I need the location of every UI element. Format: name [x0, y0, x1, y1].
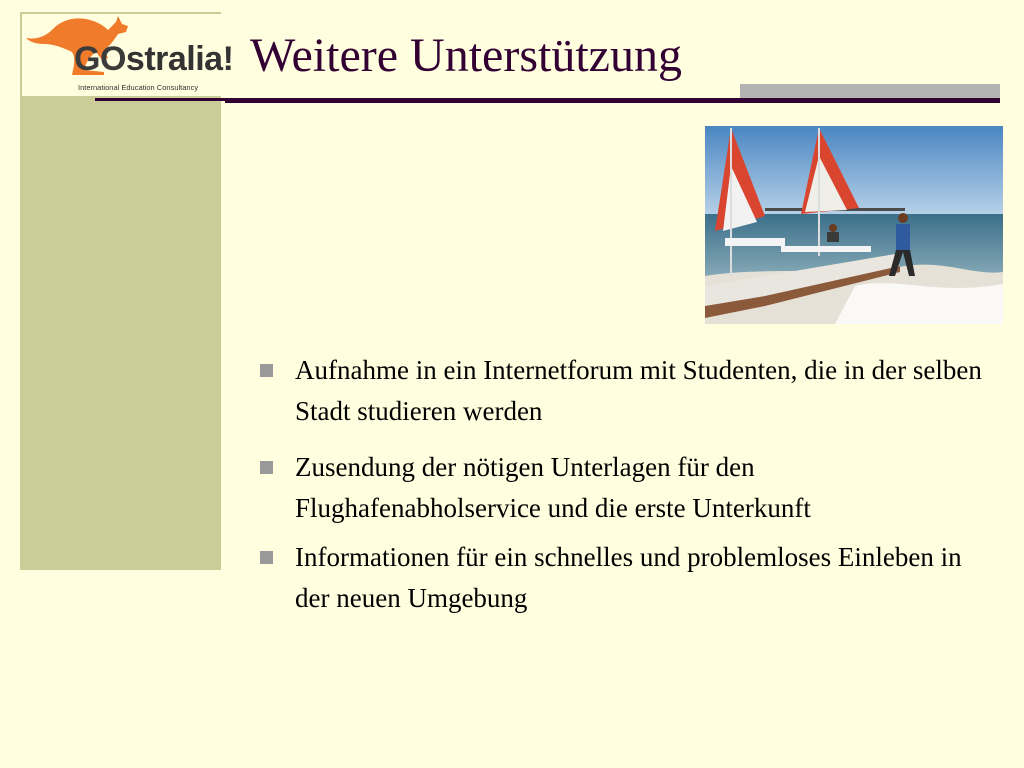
bullet-text: Aufnahme in ein Internetforum mit Studenten, die in der selben Stadt studieren werden [295, 355, 982, 426]
logo-tagline: International Education Consultancy [78, 83, 199, 92]
logo-underline [95, 98, 225, 101]
square-bullet-icon [260, 364, 273, 377]
bullet-text: Informationen für ein schnelles und problemloses Einleben in der neuen Umgebung [295, 542, 962, 613]
square-bullet-icon [260, 461, 273, 474]
slide-title: Weitere Unterstützung [250, 29, 682, 82]
sailing-photo [705, 126, 1003, 324]
square-bullet-icon [260, 551, 273, 564]
title-accent-bar [740, 84, 1000, 98]
list-item [258, 350, 988, 432]
bullet-list [258, 350, 988, 634]
bullet-text: Zusendung der nötigen Unterlagen für den Flughafenabholservice und die erste Unterkunft [295, 452, 811, 523]
logo-wordmark: GOstralia! [74, 40, 234, 78]
list-item [258, 537, 988, 619]
list-item [258, 447, 988, 529]
company-logo [22, 14, 234, 96]
title-rule [225, 98, 1000, 103]
